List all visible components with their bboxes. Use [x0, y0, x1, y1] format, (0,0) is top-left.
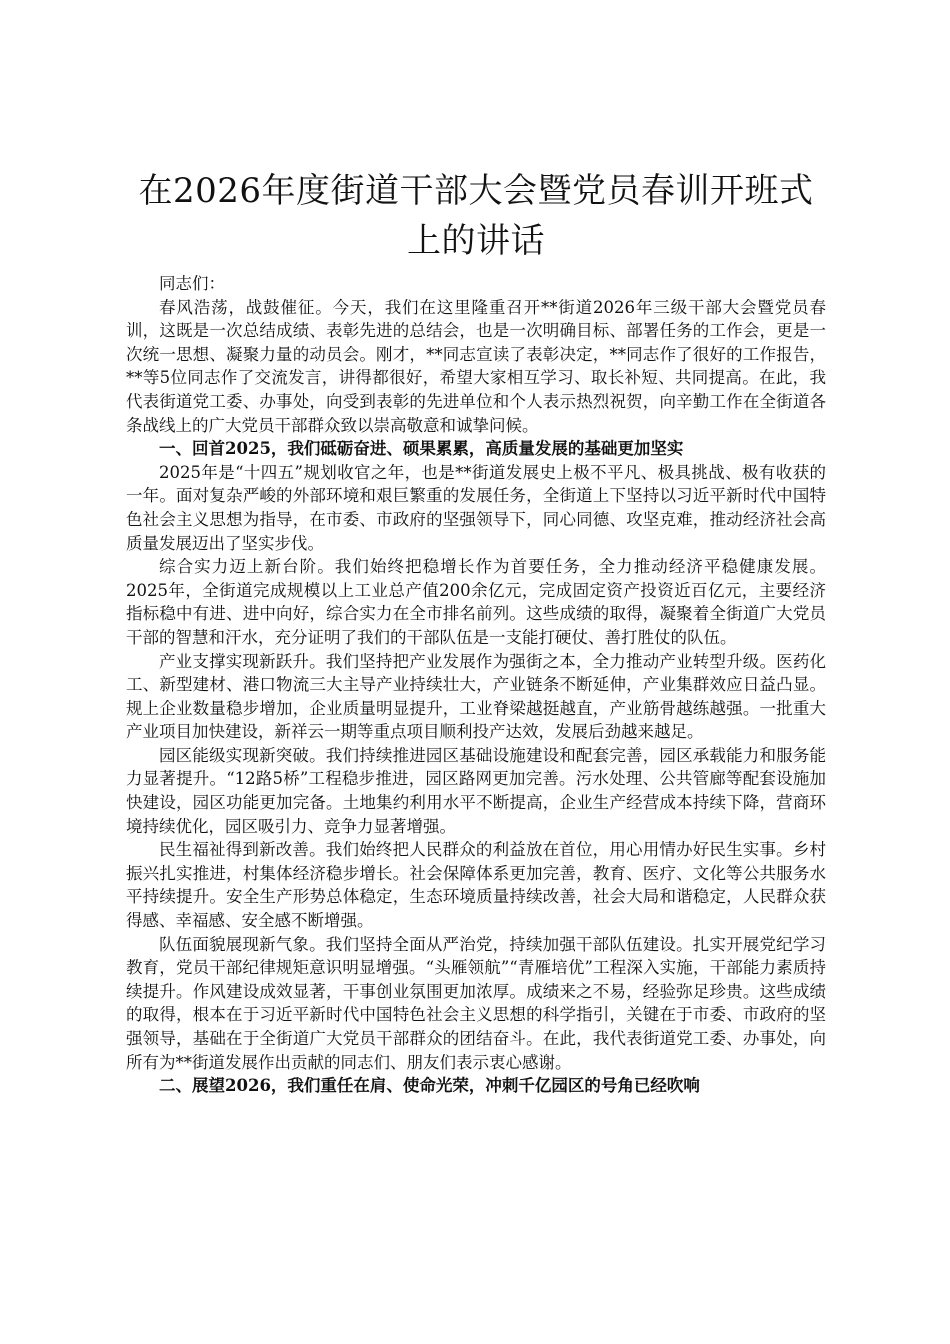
opening-paragraph: 春风浩荡，战鼓催征。今天，我们在这里隆重召开**街道2026年三级干部大会暨党员春训，这既是一次总结成绩、表彰先进的总结会，也是一次明确目标、部署任务的工作会，更是一次统一思想、凝聚力量的动员会。刚才，**同志宣读了表彰决定，**同志作了很好的工作报告，**等5位同志作了交流发言，讲得都很好，希望大家相互学习、取长补短、共同提高。在此，我代表街道党工委、办事处，向受到表彰的先进单位和个人表示热烈祝贺，向辛勤工作在全街道各条战线上的广大党员干部群众致以崇高敬意和诚挚问候。 [126, 297, 826, 435]
section-heading-2: 二、展望2026，我们重任在肩、使命光荣，冲刺千亿园区的号角已经吹响 [159, 1076, 700, 1096]
section1-paragraph-livelihood: 民生福祉得到新改善。我们始终把人民群众的利益放在首位，用心用情办好民生实事。乡村振兴扎实推进，村集体经济稳步增长。社会保障体系更加完善，教育、医疗、文化等公共服务水平持续提升。安全生产形势总体稳定，生态环境质量持续改善，社会大局和谐稳定，人民群众获得感、幸福感、安全感不断增强。 [126, 840, 826, 931]
section1-paragraph-strength: 综合实力迈上新台阶。我们始终把稳增长作为首要任务，全力推动经济平稳健康发展。2025年，全街道完成规模以上工业总产值200余亿元，完成固定资产投资近百亿元，主要经济指标稳中有进、进中向好，综合实力在全市排名前列。这些成绩的取得，凝聚着全街道广大党员干部的智慧和汗水，充分证明了我们的干部队伍是一支能打硬仗、善打胜仗的队伍。 [126, 557, 826, 647]
section1-paragraph-team: 队伍面貌展现新气象。我们坚持全面从严治党，持续加强干部队伍建设。扎实开展党纪学习教育，党员干部纪律规矩意识明显增强。“头雁领航”“青雁培优”工程深入实施，干部能力素质持续提升。作风建设成效显著，干事创业氛围更加浓厚。成绩来之不易，经验弥足珍贵。这些成绩的取得，根本在于习近平新时代中国特色社会主义思想的科学指引，关键在于市委、市政府的坚强领导，基础在于全街道广大党员干部群众的团结奋斗。在此，我代表街道党工委、办事处，向所有为**街道发展作出贡献的同志们、朋友们表示衷心感谢。 [126, 934, 826, 1072]
document-title: 在2026年度街道干部大会暨党员春训开班式上的讲话 [138, 171, 814, 261]
section1-paragraph-industry: 产业支撑实现新跃升。我们坚持把产业发展作为强街之本，全力推动产业转型升级。医药化工、新型建材、港口物流三大主导产业持续壮大，产业链条不断延伸，产业集群效应日益凸显。规上企业数量稳步增加，企业质量明显提升，工业脊梁越挺越直，产业筋骨越练越强。一批重大产业项目加快建设，新祥云一期等重点项目顺利投产达效，发展后劲越来越足。 [126, 651, 826, 742]
section-heading-1: 一、回首2025，我们砥砺奋进、硕果累累，高质量发展的基础更加坚实 [159, 439, 684, 459]
section1-paragraph-park: 园区能级实现新突破。我们持续推进园区基础设施建设和配套完善，园区承载能力和服务能力显著提升。“12路5桥”工程稳步推进，园区路网更加完善。污水处理、公共管廊等配套设施加快建设，园区功能更加完备。土地集约利用水平不断提高，企业生产经营成本持续下降，营商环境持续优化，园区吸引力、竞争力显著增强。 [126, 745, 826, 836]
speech-document [126, 166, 826, 1098]
salutation: 同志们： [159, 274, 225, 293]
section1-paragraph-overview: 2025年是“十四五”规划收官之年，也是**街道发展史上极不平凡、极具挑战、极有收获的一年。面对复杂严峻的外部环境和艰巨繁重的发展任务，全街道上下坚持以习近平新时代中国特色社会主义思想为指导，在市委、市政府的坚强领导下，同心同德、攻坚克难，推动经济社会高质量发展迈出了坚实步伐。 [126, 462, 826, 553]
